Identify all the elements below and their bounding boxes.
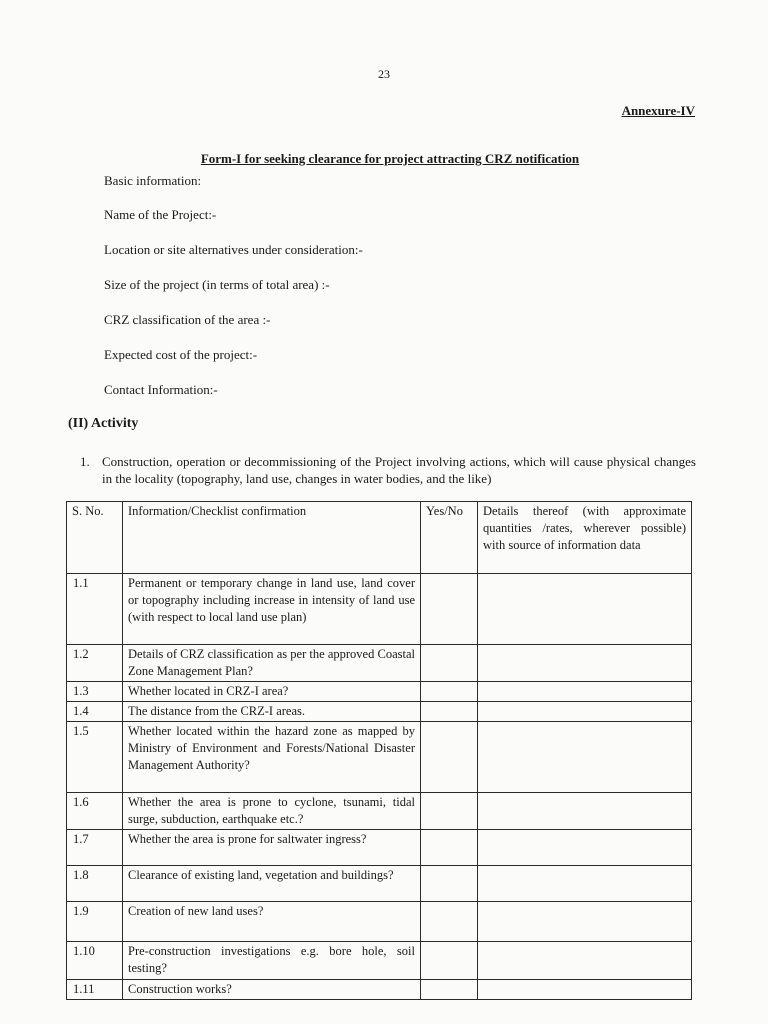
annexure-label: Annexure-IV (621, 103, 695, 118)
row-yes-no (421, 645, 478, 682)
row-sno: 1.2 (67, 645, 123, 682)
row-sno: 1.7 (67, 830, 123, 866)
row-details (478, 830, 692, 866)
row-sno: 1.11 (67, 980, 123, 1000)
row-details (478, 722, 692, 793)
activity-heading: (II) Activity (68, 416, 139, 431)
row-yes-no (421, 574, 478, 645)
field-contact-information: Contact Information:- (104, 382, 218, 397)
row-yes-no (421, 902, 478, 942)
field-project-size: Size of the project (in terms of total area) :- (104, 277, 330, 292)
basic-information-heading: Basic information: (104, 173, 202, 188)
table-row (67, 830, 692, 866)
form-title: Form-I for seeking clearance for project attracting CRZ notification (200, 151, 580, 166)
page-number: 23 (378, 67, 390, 81)
row-information: Creation of new land uses? (123, 902, 421, 942)
row-sno: 1.10 (67, 942, 123, 980)
row-yes-no (421, 830, 478, 866)
row-details (478, 942, 692, 980)
row-sno: 1.1 (67, 574, 123, 645)
row-sno: 1.6 (67, 793, 123, 830)
row-information: Whether the area is prone to cyclone, tsunami, tidal surge, subduction, earthquake etc.? (123, 793, 421, 830)
row-details (478, 645, 692, 682)
row-yes-no (421, 793, 478, 830)
row-information: Details of CRZ classification as per the approved Coastal Zone Management Plan? (123, 645, 421, 682)
table-row (67, 722, 692, 793)
row-yes-no (421, 682, 478, 702)
field-project-name: Name of the Project:- (104, 207, 217, 222)
row-information: Whether located within the hazard zone as mapped by Ministry of Environment and Forests/National Disaster Management Authority? (123, 722, 421, 793)
row-details (478, 793, 692, 830)
row-information: The distance from the CRZ-I areas. (123, 702, 421, 722)
table-row (67, 702, 692, 722)
row-yes-no (421, 722, 478, 793)
field-location: Location or site alternatives under consideration:- (104, 242, 363, 257)
row-information: Whether the area is prone for saltwater ingress? (123, 830, 421, 866)
row-sno: 1.5 (67, 722, 123, 793)
header-sno: S. No. (67, 502, 123, 574)
row-details (478, 902, 692, 942)
table-row (67, 942, 692, 980)
header-information: Information/Checklist confirmation (123, 502, 421, 574)
activity-item (80, 453, 696, 487)
row-information: Construction works? (123, 980, 421, 1000)
field-crz-classification: CRZ classification of the area :- (104, 312, 271, 327)
row-details (478, 980, 692, 1000)
header-details: Details thereof (with approximate quantities /rates, wherever possible) with source of information data (478, 502, 692, 574)
row-yes-no (421, 942, 478, 980)
row-details (478, 866, 692, 902)
table-row (67, 682, 692, 702)
row-details (478, 574, 692, 645)
row-details (478, 702, 692, 722)
row-yes-no (421, 980, 478, 1000)
row-information: Permanent or temporary change in land use, land cover or topography including increase in intensity of land use (with respect to local land use plan) (123, 574, 421, 645)
row-information: Pre-construction investigations e.g. bore hole, soil testing? (123, 942, 421, 980)
table-row (67, 645, 692, 682)
table-row (67, 574, 692, 645)
field-expected-cost: Expected cost of the project:- (104, 347, 258, 362)
row-yes-no (421, 702, 478, 722)
row-information: Clearance of existing land, vegetation and buildings? (123, 866, 421, 902)
row-sno: 1.3 (67, 682, 123, 702)
checklist-table (66, 501, 692, 1000)
table-row (67, 866, 692, 902)
row-yes-no (421, 866, 478, 902)
row-details (478, 682, 692, 702)
activity-item-text: Construction, operation or decommissioning of the Project involving actions, which will cause physical changes in the locality (topography, land use, changes in water bodies, and the like) (102, 454, 696, 486)
activity-item-number: 1. (80, 454, 90, 469)
row-sno: 1.9 (67, 902, 123, 942)
row-sno: 1.8 (67, 866, 123, 902)
header-yes-no: Yes/No (421, 502, 478, 574)
table-row (67, 980, 692, 1000)
table-row (67, 793, 692, 830)
row-sno: 1.4 (67, 702, 123, 722)
table-row (67, 902, 692, 942)
table-header-row (67, 502, 692, 574)
row-information: Whether located in CRZ-I area? (123, 682, 421, 702)
